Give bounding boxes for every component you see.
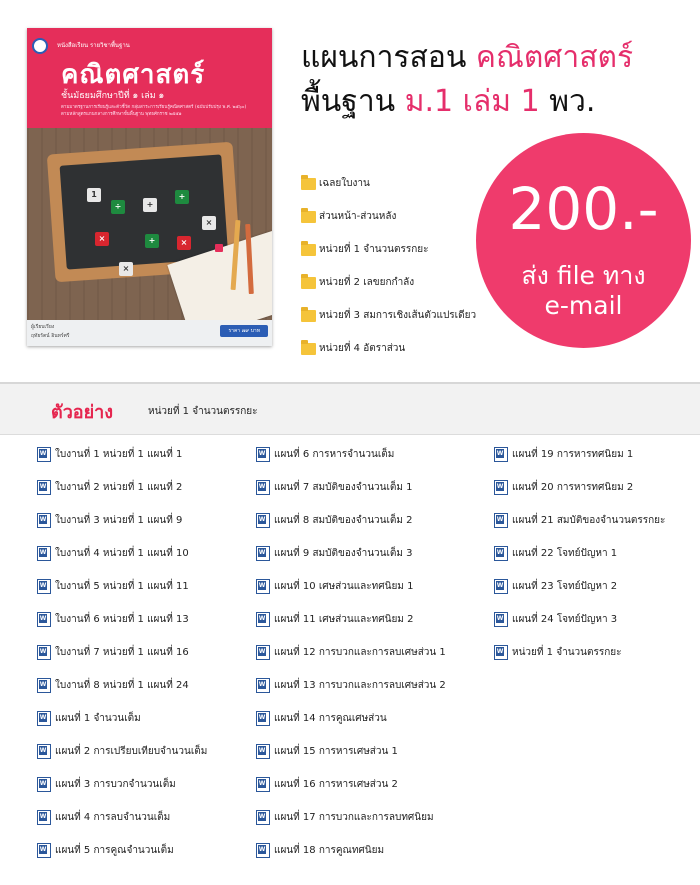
word-doc-icon — [256, 645, 270, 660]
folder-label: หน่วยที่ 2 เลขยกกำลัง — [319, 277, 415, 288]
word-doc-icon — [256, 711, 270, 726]
file-label: แผนที่ 18 การคูณทศนิยม — [274, 845, 385, 856]
file-item[interactable] — [256, 801, 446, 834]
folder-icon — [301, 343, 316, 355]
title-line-2 — [301, 80, 633, 124]
title-line-1 — [301, 36, 633, 80]
word-doc-icon — [494, 645, 508, 660]
price-badge — [476, 133, 691, 348]
word-doc-icon — [256, 744, 270, 759]
word-doc-icon — [256, 777, 270, 792]
file-column-1 — [37, 438, 207, 867]
word-doc-icon — [256, 612, 270, 627]
word-doc-icon — [37, 810, 51, 825]
file-label: แผนที่ 19 การหารทศนิยม 1 — [512, 449, 634, 460]
file-item[interactable] — [256, 603, 446, 636]
file-item[interactable] — [37, 636, 207, 669]
die-icon: + — [175, 190, 189, 204]
cover-subtitle-1: ตามมาตรฐานการเรียนรู้และตัวชี้วัด กลุ่มสาระการเรียนรู้คณิตศาสตร์ (ฉบับปรับปรุง พ.ศ. ๒๕๖๐) — [61, 105, 247, 110]
file-label: แผนที่ 23 โจทย์ปัญหา 2 — [512, 581, 618, 592]
word-doc-icon — [256, 678, 270, 693]
word-doc-icon — [494, 447, 508, 462]
file-label: ใบงานที่ 6 หน่วยที่ 1 แผนที่ 13 — [55, 614, 189, 625]
word-doc-icon — [37, 579, 51, 594]
word-doc-icon — [37, 513, 51, 528]
folder-label: หน่วยที่ 1 จำนวนตรรกยะ — [319, 244, 429, 255]
word-doc-icon — [256, 579, 270, 594]
die-icon: × — [119, 262, 133, 276]
file-label: แผนที่ 24 โจทย์ปัญหา 3 — [512, 614, 618, 625]
publisher-logo-icon — [32, 38, 48, 54]
delivery-text-1: ส่ง file ทาง — [521, 261, 646, 290]
title-subject: คณิตศาสตร์ — [475, 40, 634, 75]
word-doc-icon — [37, 711, 51, 726]
file-label: ใบงานที่ 8 หน่วยที่ 1 แผนที่ 24 — [55, 680, 189, 691]
word-doc-icon — [256, 513, 270, 528]
word-doc-icon — [256, 447, 270, 462]
word-doc-icon — [494, 480, 508, 495]
file-label: ใบงานที่ 1 หน่วยที่ 1 แผนที่ 1 — [55, 449, 183, 460]
file-item[interactable] — [256, 834, 446, 867]
folder-label: หน่วยที่ 3 สมการเชิงเส้นตัวแปรเดียว — [319, 310, 477, 321]
file-label: ใบงานที่ 4 หน่วยที่ 1 แผนที่ 10 — [55, 548, 189, 559]
cover-subtitle-2: ตามหลักสูตรแกนกลางการศึกษาขั้นพื้นฐาน พุทธศักราช ๒๕๕๑ — [61, 112, 182, 117]
file-item[interactable] — [37, 570, 207, 603]
word-doc-icon — [256, 546, 270, 561]
cover-header — [27, 28, 272, 128]
die-icon: × — [202, 216, 216, 230]
word-doc-icon — [37, 447, 51, 462]
file-item[interactable] — [494, 636, 665, 669]
die-icon: + — [145, 234, 159, 248]
word-doc-icon — [256, 810, 270, 825]
word-doc-icon — [494, 513, 508, 528]
word-doc-icon — [494, 612, 508, 627]
word-doc-icon — [494, 579, 508, 594]
file-item[interactable] — [256, 669, 446, 702]
eraser-icon — [215, 244, 223, 252]
file-label: แผนที่ 16 การหารเศษส่วน 2 — [274, 779, 398, 790]
word-doc-icon — [494, 546, 508, 561]
file-label: แผนที่ 1 จำนวนเต็ม — [55, 713, 141, 724]
file-item[interactable] — [37, 504, 207, 537]
die-icon: 1 — [87, 188, 101, 202]
file-item[interactable] — [494, 438, 665, 471]
file-item[interactable] — [494, 471, 665, 504]
file-item[interactable] — [37, 735, 207, 768]
folder-item[interactable] — [301, 332, 476, 365]
file-label: แผนที่ 8 สมบัติของจำนวนเต็ม 2 — [274, 515, 413, 526]
folder-list — [301, 167, 476, 365]
file-column-2 — [256, 438, 446, 867]
word-doc-icon — [37, 612, 51, 627]
folder-icon — [301, 178, 316, 190]
file-item[interactable] — [494, 570, 665, 603]
word-doc-icon — [37, 546, 51, 561]
file-item[interactable] — [256, 438, 446, 471]
title-publisher: พว. — [539, 84, 596, 119]
file-label: แผนที่ 4 การลบจำนวนเต็ม — [55, 812, 171, 823]
folder-icon — [301, 211, 316, 223]
cover-series-text: หนังสือเรียน รายวิชาพื้นฐาน — [57, 42, 130, 49]
word-doc-icon — [37, 678, 51, 693]
cover-author-label: ผู้เรียบเรียง — [31, 324, 55, 330]
file-label: แผนที่ 12 การบวกและการลบเศษส่วน 1 — [274, 647, 446, 658]
folder-label: หน่วยที่ 4 อัตราส่วน — [319, 343, 406, 354]
file-label: แผนที่ 15 การหารเศษส่วน 1 — [274, 746, 398, 757]
folder-item[interactable] — [301, 233, 476, 266]
file-label: แผนที่ 9 สมบัติของจำนวนเต็ม 3 — [274, 548, 413, 559]
file-label: แผนที่ 21 สมบัติของจำนวนตรรกยะ — [512, 515, 666, 526]
cover-grade: ชั้นมัธยมศึกษาปีที่ ๑ เล่ม ๑ — [61, 91, 165, 101]
cover-price: ราคา ๗๙ บาท — [220, 325, 268, 337]
file-item[interactable] — [256, 768, 446, 801]
price-text: 200.- — [508, 175, 659, 243]
file-label: แผนที่ 10 เศษส่วนและทศนิยม 1 — [274, 581, 414, 592]
page-title — [301, 36, 633, 124]
file-item[interactable] — [256, 504, 446, 537]
die-icon: + — [143, 198, 157, 212]
file-label: แผนที่ 20 การหารทศนิยม 2 — [512, 482, 634, 493]
file-item[interactable] — [37, 669, 207, 702]
folder-item[interactable] — [301, 167, 476, 200]
file-label: แผนที่ 22 โจทย์ปัญหา 1 — [512, 548, 618, 559]
file-label: แผนที่ 17 การบวกและการลบทศนิยม — [274, 812, 434, 823]
word-doc-icon — [37, 777, 51, 792]
file-label: แผนที่ 14 การคูณเศษส่วน — [274, 713, 387, 724]
file-label: ใบงานที่ 5 หน่วยที่ 1 แผนที่ 11 — [55, 581, 189, 592]
file-item[interactable] — [37, 603, 207, 636]
file-item[interactable] — [37, 471, 207, 504]
file-label: แผนที่ 6 การหารจำนวนเต็ม — [274, 449, 395, 460]
file-item[interactable] — [37, 438, 207, 471]
die-icon: × — [177, 236, 191, 250]
folder-icon — [301, 277, 316, 289]
file-item[interactable] — [256, 471, 446, 504]
cover-photo — [27, 128, 272, 320]
folder-item[interactable] — [301, 266, 476, 299]
word-doc-icon — [37, 744, 51, 759]
cover-title: คณิตศาสตร์ — [61, 60, 206, 90]
word-doc-icon — [37, 480, 51, 495]
file-column-3 — [494, 438, 665, 669]
file-label: แผนที่ 3 การบวกจำนวนเต็ม — [55, 779, 176, 790]
title-grade: ม.1 เล่ม 1 — [404, 84, 540, 119]
file-label: ใบงานที่ 3 หน่วยที่ 1 แผนที่ 9 — [55, 515, 183, 526]
word-doc-icon — [37, 645, 51, 660]
example-label: ตัวอย่าง — [51, 402, 114, 423]
word-doc-icon — [37, 843, 51, 858]
book-cover-image — [27, 28, 272, 346]
file-item[interactable] — [494, 504, 665, 537]
file-item[interactable] — [37, 702, 207, 735]
file-item[interactable] — [256, 570, 446, 603]
file-item[interactable] — [256, 537, 446, 570]
folder-icon — [301, 244, 316, 256]
file-item[interactable] — [494, 537, 665, 570]
cover-author: ฤทัยรัตน์ อินทร์ศรี — [31, 333, 70, 339]
folder-item[interactable] — [301, 200, 476, 233]
file-item[interactable] — [494, 603, 665, 636]
file-item[interactable] — [37, 834, 207, 867]
file-item[interactable] — [37, 537, 207, 570]
folder-label: เฉลยใบงาน — [319, 178, 370, 189]
example-header — [0, 382, 700, 435]
file-item[interactable] — [37, 768, 207, 801]
folder-label: ส่วนหน้า-ส่วนหลัง — [319, 211, 397, 222]
delivery-text-2: e-mail — [544, 291, 623, 320]
folder-icon — [301, 310, 316, 322]
file-label: แผนที่ 2 การเปรียบเทียบจำนวนเต็ม — [55, 746, 208, 757]
file-item[interactable] — [37, 801, 207, 834]
word-doc-icon — [256, 480, 270, 495]
example-subtitle: หน่วยที่ 1 จำนวนตรรกยะ — [148, 406, 258, 417]
file-label: ใบงานที่ 2 หน่วยที่ 1 แผนที่ 2 — [55, 482, 183, 493]
file-label: ใบงานที่ 7 หน่วยที่ 1 แผนที่ 16 — [55, 647, 189, 658]
cover-footer — [27, 320, 272, 346]
file-item[interactable] — [256, 636, 446, 669]
file-item[interactable] — [256, 702, 446, 735]
die-icon: × — [95, 232, 109, 246]
file-label: แผนที่ 11 เศษส่วนและทศนิยม 2 — [274, 614, 414, 625]
title-prefix: แผนการสอน — [301, 40, 476, 75]
die-icon: ÷ — [111, 200, 125, 214]
file-item[interactable] — [256, 735, 446, 768]
file-label: แผนที่ 5 การคูณจำนวนเต็ม — [55, 845, 174, 856]
word-doc-icon — [256, 843, 270, 858]
file-label: แผนที่ 7 สมบัติของจำนวนเต็ม 1 — [274, 482, 413, 493]
title-level: พื้นฐาน — [301, 84, 405, 119]
file-label: แผนที่ 13 การบวกและการลบเศษส่วน 2 — [274, 680, 446, 691]
file-label: หน่วยที่ 1 จำนวนตรรกยะ — [512, 647, 622, 658]
folder-item[interactable] — [301, 299, 476, 332]
